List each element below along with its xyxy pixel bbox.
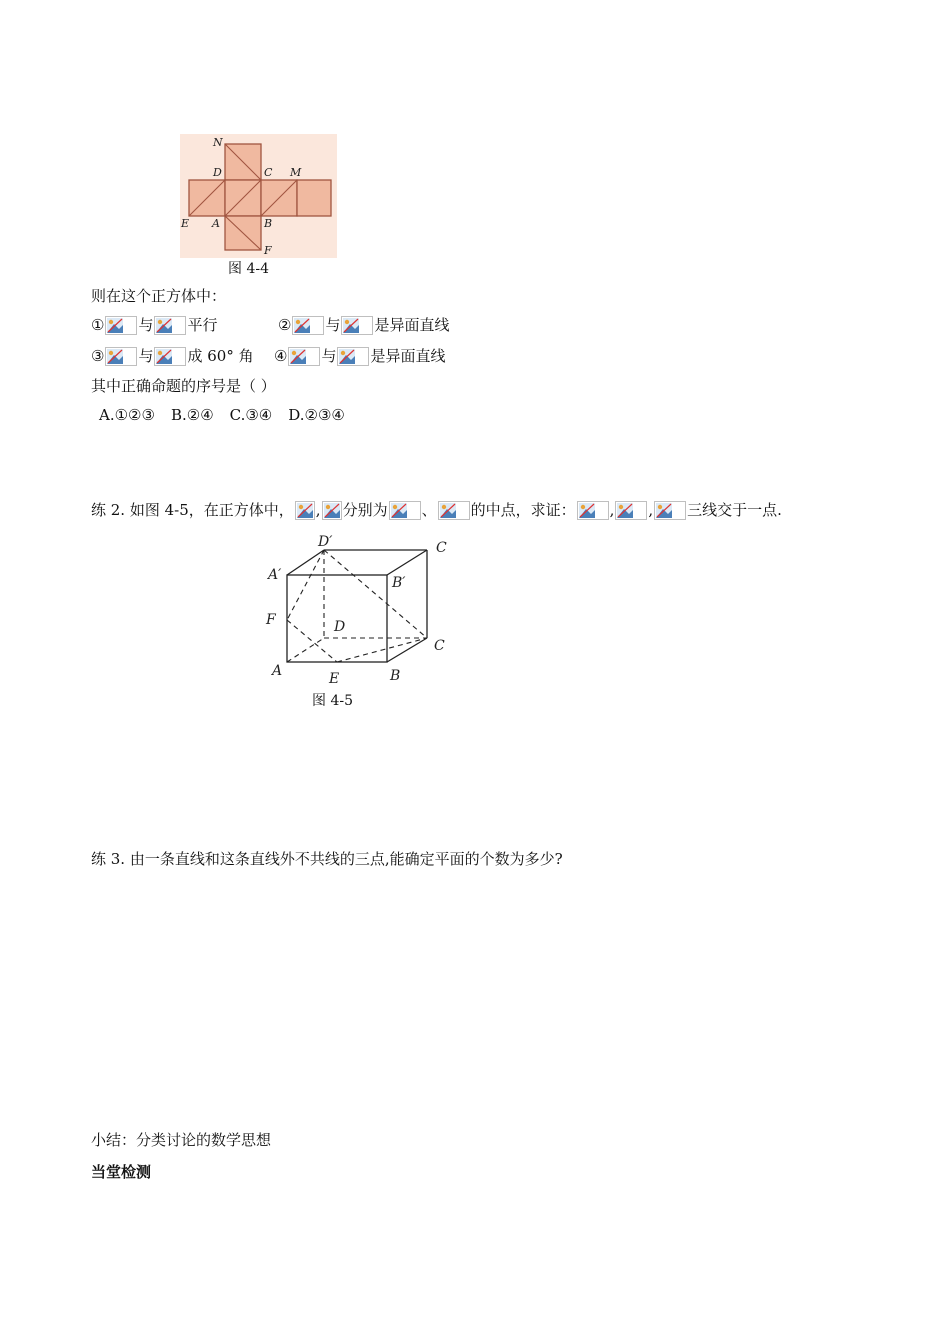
option-d: D.②③④ (288, 406, 345, 424)
net-label-d: D (213, 166, 222, 179)
net-label-n: N (213, 136, 223, 149)
proposition-3-number: ③ (91, 347, 105, 365)
cube-dashed-e-c (337, 638, 427, 662)
cube-label-c-top: C (436, 540, 447, 556)
cube-edge-b1-c1 (387, 550, 427, 575)
exercise-2-sep-1: , (315, 501, 321, 519)
cube-edge-b-c (387, 638, 427, 662)
exercise-2-text-4: 三线交于一点. (687, 501, 782, 519)
formula-image-placeholder (615, 501, 647, 520)
net-label-f: F (264, 244, 272, 257)
proposition-4 (274, 346, 445, 366)
formula-image-placeholder (292, 316, 324, 335)
exercise-2-sep-2: 、 (421, 501, 437, 519)
option-b: B.②④ (170, 406, 214, 424)
exercise-2-sep-4: , (648, 501, 654, 519)
cube-edge-a1-d1 (287, 550, 324, 575)
exercise-2-text-2: 分别为 (342, 501, 388, 519)
formula-image-placeholder (295, 501, 315, 520)
proposition-1 (91, 315, 217, 335)
proposition-1-number: ① (91, 316, 105, 334)
proposition-2-connector: 与 (325, 316, 341, 334)
proposition-4-tail: 是异面直线 (370, 347, 446, 365)
net-label-e: E (181, 217, 190, 230)
net-label-c: C (264, 166, 273, 179)
proposition-3 (91, 346, 254, 366)
net-label-m: M (290, 166, 302, 179)
cube-label-a-prime: A′ (268, 567, 282, 583)
figure-4-4-cube-net (180, 134, 340, 260)
formula-image-placeholder (105, 347, 137, 366)
cube-label-e: E (329, 671, 340, 687)
cube-label-a: A (272, 663, 283, 679)
cube-label-b-prime: B′ (392, 575, 406, 591)
option-c: C.③④ (229, 406, 273, 424)
formula-image-placeholder (389, 501, 421, 520)
net-face-far-right (297, 180, 331, 216)
cube-hidden-a-d (287, 638, 324, 662)
cube-label-d: D (334, 619, 346, 635)
proposition-1-tail: 平行 (187, 316, 218, 334)
formula-image-placeholder (577, 501, 609, 520)
figure-4-5-caption: 图 4-5 (312, 693, 353, 709)
question-text: 其中正确命题的序号是（ ） (91, 377, 276, 395)
figure-4-4-caption: 图 4-4 (228, 261, 269, 277)
proposition-4-connector: 与 (321, 347, 337, 365)
cube-label-b: B (390, 668, 401, 684)
cube-label-c: C (434, 638, 445, 654)
proposition-3-connector: 与 (138, 347, 154, 365)
proposition-2 (278, 315, 449, 335)
formula-image-placeholder (288, 347, 320, 366)
formula-image-placeholder (322, 501, 342, 520)
exercise-2-sep-3: , (609, 501, 615, 519)
exercise-2 (91, 500, 782, 520)
exercise-3: 练 3. 由一条直线和这条直线外不共线的三点,能确定平面的个数为多少? (91, 850, 563, 868)
formula-image-placeholder (154, 316, 186, 335)
exercise-2-text-1: 练 2. 如图 4-5，在正方体中， (91, 501, 294, 519)
intro-text: 则在这个正方体中： (91, 287, 227, 305)
formula-image-placeholder (341, 316, 373, 335)
proposition-4-number: ④ (274, 347, 288, 365)
answer-options (99, 405, 345, 425)
option-a: A.①②③ (99, 406, 155, 424)
exercise-2-text-3: 的中点，求证： (470, 501, 576, 519)
figure-4-5-cube (262, 530, 462, 690)
section-heading: 当堂检测 (91, 1163, 152, 1181)
proposition-1-connector: 与 (138, 316, 154, 334)
formula-image-placeholder (154, 347, 186, 366)
net-label-b: B (264, 217, 273, 230)
formula-image-placeholder (337, 347, 369, 366)
formula-image-placeholder (654, 501, 686, 520)
cube-label-f: F (266, 612, 276, 628)
formula-image-placeholder (438, 501, 470, 520)
cube-label-d-prime: D′ (318, 534, 333, 550)
proposition-3-tail: 成 60° 角 (187, 347, 254, 365)
summary-text: 小结：分类讨论的数学思想 (91, 1131, 272, 1149)
formula-image-placeholder (105, 316, 137, 335)
proposition-2-number: ② (278, 316, 292, 334)
cube-dashed-f-e (287, 620, 337, 662)
net-label-a: A (212, 217, 220, 230)
cube-dashed-d1-f (287, 550, 324, 620)
proposition-2-tail: 是异面直线 (374, 316, 450, 334)
